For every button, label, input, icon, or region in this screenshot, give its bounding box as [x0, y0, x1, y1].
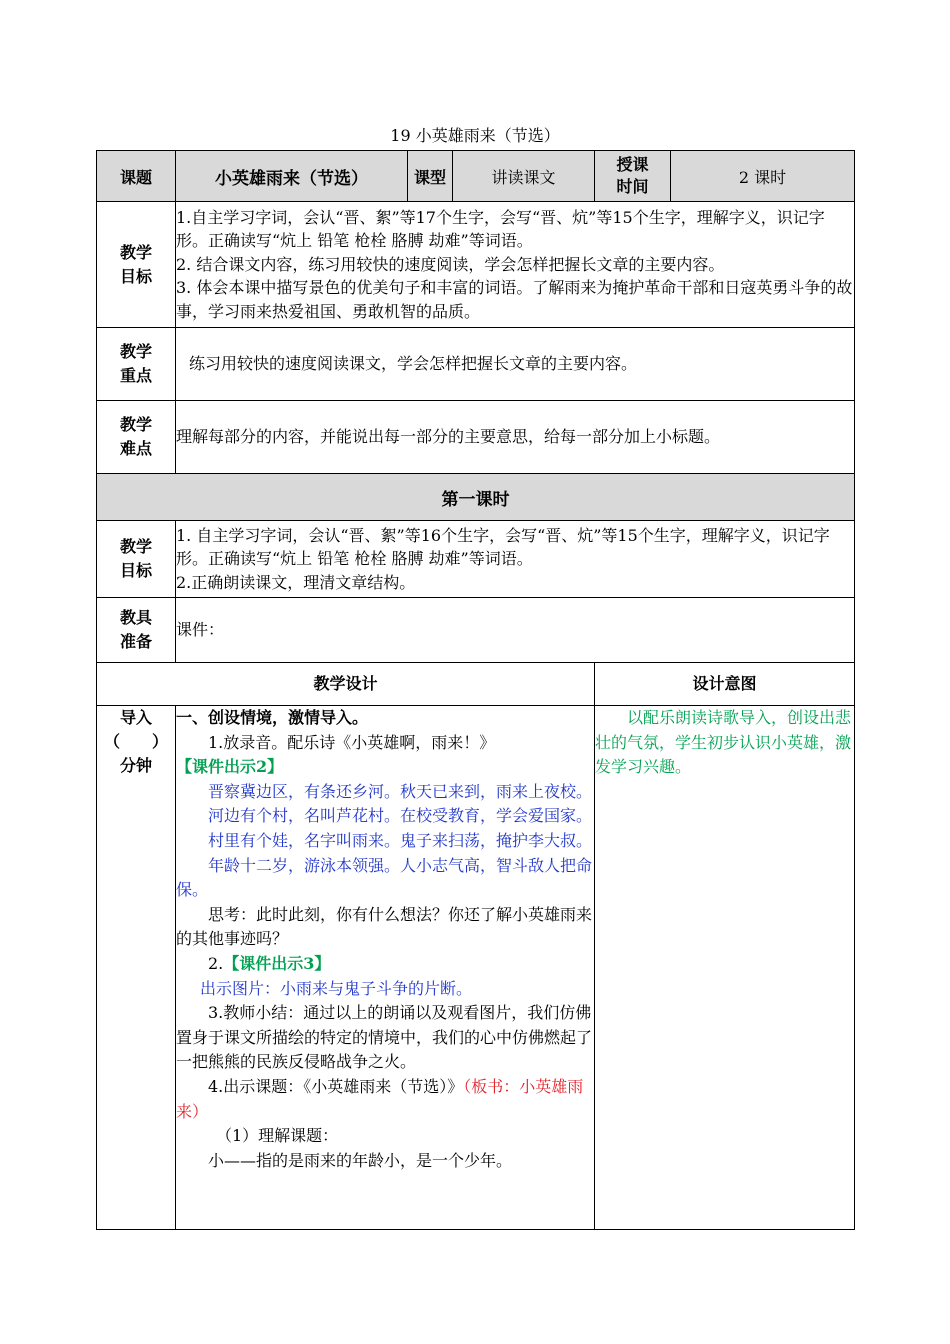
step2-num: 2.	[208, 953, 224, 973]
objective-item: 1.自主学习字词，会认“晋、絮”等17个生字，会写“晋、炕”等15个生字，理解字义，识记字形。正确读写“炕上 铅笔 枪栓 胳膊 劫难”等词语。	[176, 207, 825, 251]
key-points-label	[97, 328, 176, 401]
lesson1-objectives-label	[97, 521, 176, 598]
design-content	[176, 706, 595, 1230]
difficulties-label	[97, 401, 176, 474]
lesson1-title: 第一课时	[97, 474, 855, 521]
lesson1-header-row	[97, 474, 855, 521]
section-label-line3: 分钟	[119, 756, 152, 775]
design-content-row	[97, 706, 855, 1230]
time-label-line2: 时间	[616, 177, 649, 196]
step2	[176, 952, 594, 977]
lesson1-prep-label	[97, 598, 176, 663]
design-header-row	[97, 663, 855, 706]
objectives-label-line1: 教学	[119, 242, 152, 262]
lesson1-prep-text: 课件：	[176, 598, 855, 663]
section-label-line2: （ ）	[103, 732, 168, 751]
time-label	[595, 151, 671, 202]
lesson1-prep-label-line1: 教具	[119, 608, 152, 627]
poem-line: 河边有个村，名叫芦花村。在校受教育，学会爱国家。	[208, 806, 593, 826]
lesson1-prep-row	[97, 598, 855, 663]
objectives-row	[97, 202, 855, 328]
step1-tag: 【课件出示2】	[176, 757, 284, 777]
lesson1-objectives-label-line1: 教学	[119, 537, 152, 556]
sub1: （1）理解课题：	[216, 1126, 339, 1146]
design-intent: 以配乐朗读诗歌导入，创设出悲壮的气氛，学生初步认识小英雄，激发学习兴趣。	[595, 706, 855, 1230]
difficulties-row	[97, 401, 855, 474]
lesson1-objectives-row	[97, 521, 855, 598]
step2-tag: 【课件出示3】	[223, 953, 331, 973]
topic-value: 小英雄雨来（节选）	[176, 151, 408, 202]
objectives-content	[176, 202, 855, 328]
objectives-label	[97, 202, 176, 328]
key-points-label-line1: 教学	[119, 342, 152, 361]
difficulties-text: 理解每部分的内容，并能说出每一部分的主要意思，给每一部分加上小标题。	[176, 401, 855, 474]
step4-text: 4.出示课题：《小英雄雨来（节选）》	[208, 1076, 464, 1096]
topic-label: 课题	[97, 151, 176, 202]
lesson1-prep-label-line2: 准备	[119, 632, 152, 651]
lesson1-objective-item: 2.正确朗读课文，理清文章结构。	[176, 572, 416, 592]
section-label-line1: 导入	[119, 708, 152, 727]
time-label-line1: 授课	[616, 155, 649, 174]
difficulties-label-line1: 教学	[119, 415, 152, 434]
lesson-plan-table	[96, 150, 855, 1230]
poem-line: 晋察冀边区，有条还乡河。秋天已来到，雨来上夜校。	[208, 781, 593, 801]
objective-item: 3. 体会本课中描写景色的优美句子和丰富的词语。了解雨来为掩护革命干部和日寇英勇斗争的故事，学习雨来热爱祖国、勇敢机智的品质。	[176, 278, 853, 321]
type-value: 讲读课文	[453, 151, 595, 202]
lesson1-objectives-content	[176, 521, 855, 598]
document-title: 19 小英雄雨来（节选）	[390, 126, 560, 145]
type-label: 课型	[408, 151, 453, 202]
step4-note: （板书：小英雄雨来）	[176, 1076, 584, 1121]
key-points-row	[97, 328, 855, 401]
step1-text: 1.放录音。配乐诗《小英雄啊，雨来！》	[208, 732, 496, 752]
think-question: 思考：此时此刻，你有什么想法？你还了解小英雄雨来的其他事迹吗？	[176, 904, 593, 949]
difficulties-label-line2: 难点	[119, 439, 152, 458]
section-label	[97, 706, 176, 1230]
step4	[176, 1075, 594, 1124]
design-column-title: 教学设计	[97, 663, 595, 706]
lesson1-objectives-label-line2: 目标	[119, 561, 152, 580]
key-points-text: 练习用较快的速度阅读课文，学会怎样把握长文章的主要内容。	[176, 328, 855, 401]
poem-line: 年龄十二岁，游泳本领强。人小志气高，智斗敌人把命保。	[176, 855, 593, 900]
design-heading: 一、创设情境，激情导入。	[176, 708, 369, 727]
objective-item: 2. 结合课文内容，练习用较快的速度阅读，学会怎样把握长文章的主要内容。	[176, 254, 725, 274]
header-row	[97, 151, 855, 202]
poem-line: 村里有个娃，名字叫雨来。鬼子来扫荡，掩护李大叔。	[208, 830, 593, 850]
key-points-label-line2: 重点	[119, 366, 152, 385]
intent-column-title: 设计意图	[595, 663, 855, 706]
time-value: 2 课时	[671, 151, 855, 202]
objectives-label-line2: 目标	[119, 266, 152, 286]
step2-sub: 出示图片：小雨来与鬼子斗争的片断。	[200, 978, 473, 998]
lesson1-objective-item: 1. 自主学习字词，会认“晋、絮”等16个生字，会写“晋、炕”等15个生字，理解字义，识记字形。正确读写“炕上 铅笔 枪栓 胳膊 劫难”等词语。	[176, 525, 830, 569]
step3: 3.教师小结：通过以上的朗诵以及观看图片，我们仿佛置身于课文所描绘的特定的情境中，我们的心中仿佛燃起了一把熊熊的民族反侵略战争之火。	[176, 1003, 593, 1072]
sub1-line: 小——指的是雨来的年龄小，是一个少年。	[208, 1150, 513, 1170]
step1	[176, 731, 594, 780]
